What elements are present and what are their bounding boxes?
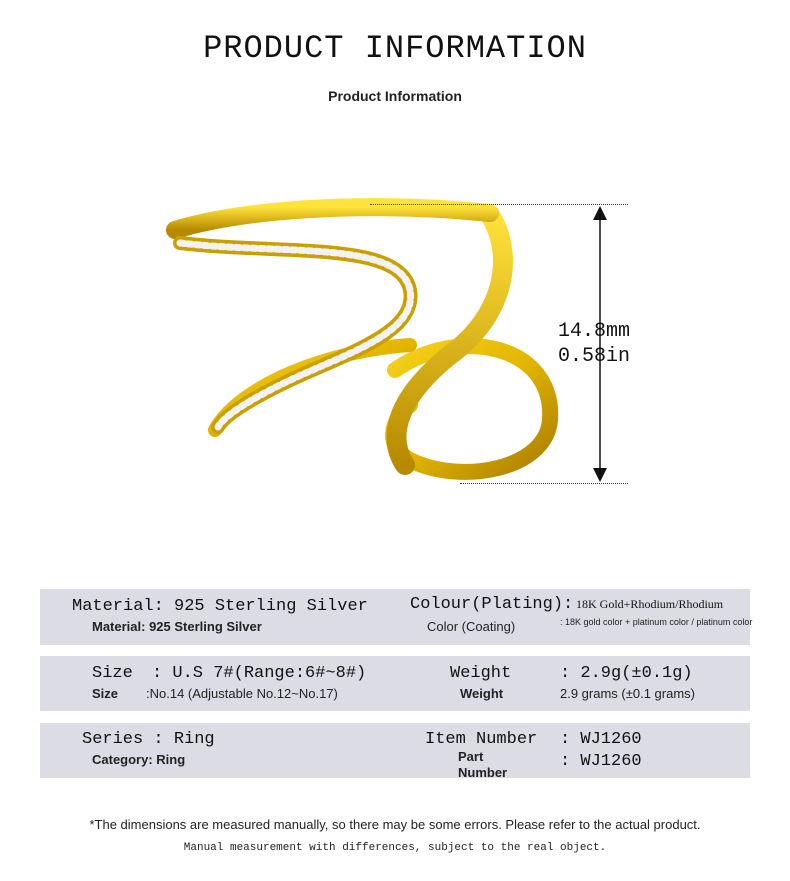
material-main: Material: 925 Sterling Silver — [72, 597, 368, 616]
weight-value-main: : 2.9g(±0.1g) — [560, 664, 693, 683]
spec-row-material — [40, 589, 753, 645]
spec-row-series — [40, 723, 750, 778]
item-value-main: : WJ1260 — [560, 730, 642, 749]
size-value-sub: :No.14 (Adjustable No.12~No.17) — [146, 686, 338, 701]
dimension-arrow-icon — [588, 204, 612, 484]
size-value-main: : U.S 7#(Range:6#~8#) — [152, 664, 367, 683]
colour-label-main: Colour(Plating): — [410, 595, 574, 614]
item-value-sub: : WJ1260 — [560, 752, 642, 771]
colour-label-sub: Color (Coating) — [427, 619, 516, 634]
spec-row-size — [40, 656, 750, 711]
material-sub: Material: 925 Sterling Silver — [92, 619, 262, 634]
page-title: PRODUCT INFORMATION — [203, 30, 587, 67]
weight-label-sub: Weight — [460, 686, 504, 701]
dimension-disclaimer-sub: Manual measurement with differences, subject to the real object. — [183, 842, 607, 854]
series-main: Series : Ring — [82, 730, 215, 749]
weight-value-sub: 2.9 grams (±0.1 grams) — [560, 686, 696, 701]
dimension-disclaimer: *The dimensions are measured manually, so there may be some errors. Please refer to the actual product. — [89, 817, 701, 832]
size-label-sub: Size — [92, 686, 119, 701]
series-sub: Category: Ring — [92, 752, 186, 767]
item-label-main: Item Number — [425, 730, 538, 749]
dimension-height-mm: 14.8mm — [558, 320, 631, 343]
dimension-height-in: 0.58in — [558, 345, 631, 368]
ring-product-image — [160, 195, 560, 495]
page-subtitle: Product Information — [328, 88, 462, 104]
colour-value-sub: : 18K gold color + platinum color / platinum color — [560, 617, 753, 627]
size-label-main: Size — [92, 664, 133, 683]
colour-value-main: 18K Gold+Rhodium/Rhodium — [576, 597, 724, 611]
item-label-sub: Part Number — [458, 749, 508, 780]
weight-label-main: Weight — [450, 664, 512, 683]
